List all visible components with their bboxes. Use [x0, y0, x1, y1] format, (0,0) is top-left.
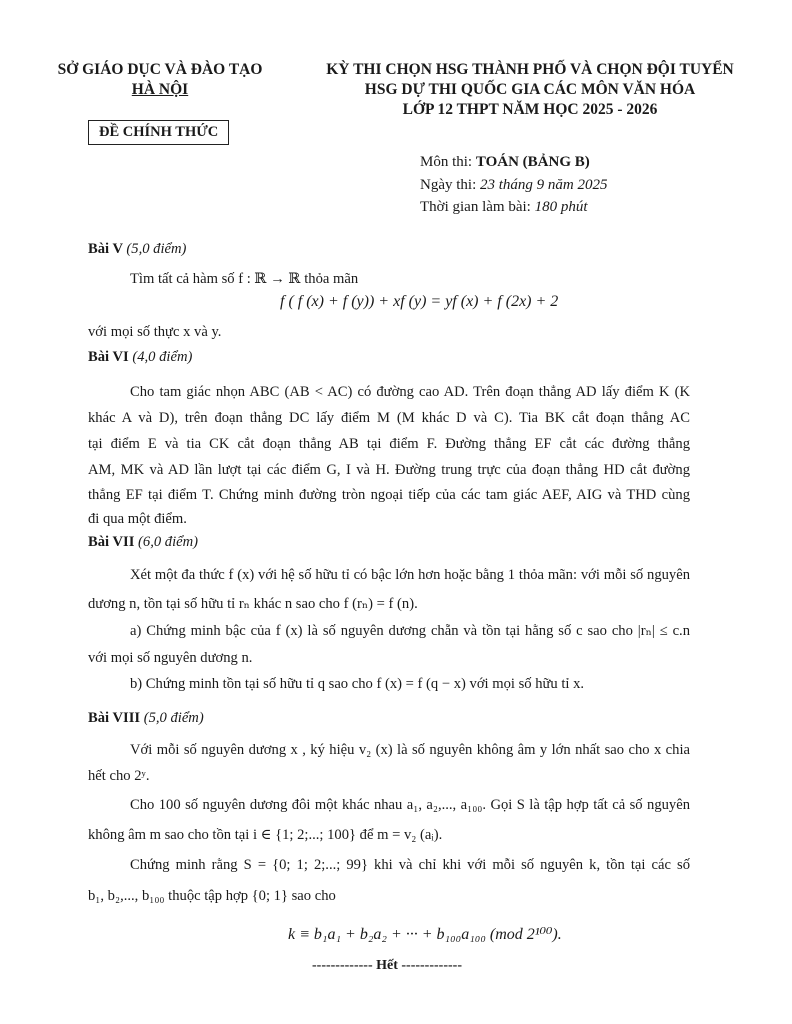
problem-8-title: Bài VIII (5,0 điểm) — [88, 710, 204, 726]
problem-7-part-a: a) Chứng minh bậc của f (x) là số nguyên dương chẵn và tồn tại hằng số c sao cho |rₙ| ≤ c.n — [130, 623, 690, 639]
problem-8-line-6: b₁, b₂,..., b₁₀₀ thuộc tập hợp {0; 1} sao cho — [88, 888, 336, 904]
problem-5-line-1: Tìm tất cả hàm số f : ℝ → ℝ thỏa mãn — [130, 271, 359, 287]
problem-8-line-3: Cho 100 số nguyên dương đôi một khác nhau a₁, a₂,..., a₁₀₀. Gọi S là tập hợp tất cả số nguyên — [130, 797, 690, 813]
problem-8-line-1: Với mỗi số nguyên dương x , ký hiệu v₂ (x) là số nguyên không âm y lớn nhất sao cho x chia — [130, 742, 690, 758]
problem-6-title: Bài VI (4,0 điểm) — [88, 349, 193, 365]
exam-title-line-2: HSG DỰ THI QUỐC GIA CÁC MÔN VĂN HÓA — [364, 81, 696, 98]
problem-6-line-5: thẳng EF tại điểm T. Chứng minh đường tròn ngoại tiếp của các tam giác AEF, AIG và THD cùng — [88, 487, 690, 503]
subject-value: TOÁN (BẢNG B) — [475, 154, 590, 170]
exam-title — [300, 60, 760, 120]
problem-5-formula: f ( f (x) + f (y)) + xf (y) = yf (x) + f (2x) + 2 — [280, 293, 559, 310]
exam-title-line-3: LỚP 12 THPT NĂM HỌC 2025 - 2026 — [402, 101, 658, 118]
end-marker: ------------- Hết ------------- — [312, 958, 462, 973]
problem-7-line-4: với mọi số nguyên dương n. — [88, 650, 253, 666]
problem-6-line-3: tại điểm E và tia CK cắt đoạn thẳng AB tại điểm F. Đường thẳng EF cắt các đường thẳng — [88, 436, 690, 452]
problem-6-line-6: đi qua một điểm. — [88, 511, 187, 527]
problem-6-line-1: Cho tam giác nhọn ABC (AB < AC) có đường cao AD. Trên đoạn thẳng AD lấy điểm K (K — [130, 384, 690, 400]
date-value: 23 tháng 9 năm 2025 — [480, 176, 608, 193]
problem-5-title: Bài V (5,0 điểm) — [88, 241, 187, 257]
problem-6-line-2: khác A và D), trên đoạn thẳng DC lấy điểm M (M khác D và C). Tia BK cắt đoạn thẳng AC — [88, 410, 690, 426]
time-label: Thời gian làm bài: — [420, 199, 535, 215]
problem-7-line-1: Xét một đa thức f (x) với hệ số hữu tỉ có bậc lớn hơn hoặc bằng 1 thỏa mãn: với mỗi số nguyên — [130, 567, 690, 583]
department-name: SỞ GIÁO DỤC VÀ ĐÀO TẠO — [57, 61, 263, 78]
problem-8-formula: k ≡ b₁a₁ + b₂a₂ + ··· + b₁₀₀a₁₀₀ (mod 2¹⁰⁰). — [288, 926, 562, 943]
exam-info — [420, 151, 608, 219]
problem-7-title: Bài VII (6,0 điểm) — [88, 534, 199, 550]
problem-8-line-5: Chứng minh rằng S = {0; 1; 2;...; 99} khi và chỉ khi với mỗi số nguyên k, tồn tại các số — [130, 857, 690, 873]
city-name: HÀ NỘI — [131, 81, 189, 98]
problem-8-line-4: không âm m sao cho tồn tại i ∈ {1; 2;...; 100} để m = v₂ (aᵢ). — [88, 827, 443, 843]
problem-7-line-2: dương n, tồn tại số hữu tỉ rₙ khác n sao cho f (rₙ) = f (n). — [88, 596, 418, 612]
date-label: Ngày thi: — [420, 176, 480, 193]
subject-label: Môn thi: — [420, 154, 476, 170]
problem-6-line-4: AM, MK và AD lần lượt tại các điểm G, I và H. Đường trung trực của đoạn thẳng HD cắt đường — [88, 462, 690, 478]
problem-5-line-2: với mọi số thực x và y. — [88, 324, 222, 340]
exam-title-line-1: KỲ THI CHỌN HSG THÀNH PHỐ VÀ CHỌN ĐỘI TUYỂN — [326, 61, 734, 78]
problem-7-part-b: b) Chứng minh tồn tại số hữu tỉ q sao cho f (x) = f (q − x) với mọi số hữu tỉ x. — [130, 676, 585, 692]
department-header — [40, 60, 280, 100]
official-exam-box: ĐỀ CHÍNH THỨC — [88, 120, 229, 145]
problem-8-line-2: hết cho 2ʸ. — [88, 768, 150, 784]
time-value: 180 phút — [534, 199, 588, 215]
